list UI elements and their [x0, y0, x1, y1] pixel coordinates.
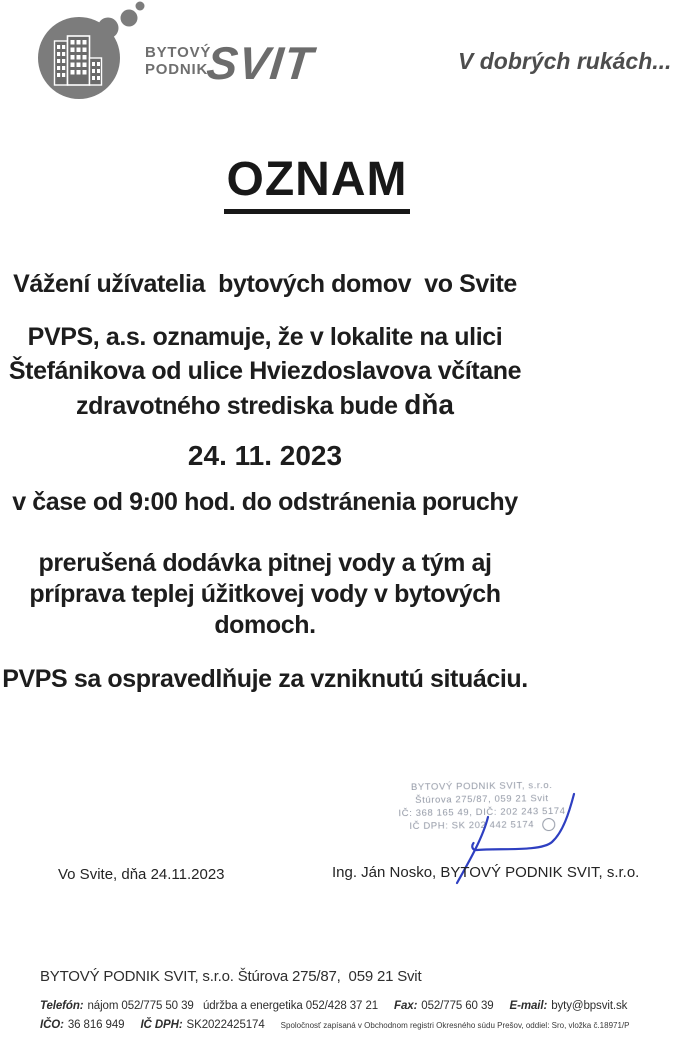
footer-email-label: E-mail: — [509, 1000, 548, 1012]
footer-icdph-label: IČ DPH: — [140, 1019, 183, 1031]
outage-date: 24. 11. 2023 — [187, 440, 343, 471]
footer-ico-value: 36 816 949 — [67, 1019, 125, 1031]
footer-icdph — [140, 1019, 264, 1031]
stamp-line: BYTOVÝ PODNIK SVIT, s.r.o. — [410, 780, 553, 793]
footer-phone — [40, 1000, 378, 1012]
logo-wordmark — [145, 44, 211, 78]
stamp-line: Štúrova 275/87, 059 21 Svit — [415, 793, 549, 806]
greeting-text: Vážení užívatelia bytových domov vo Svite — [13, 270, 517, 298]
notice-title: OZNAM — [224, 152, 411, 214]
footer-fax-value: 052/775 60 39 — [421, 1000, 494, 1012]
logo-brand-svit: SVIT — [204, 37, 316, 89]
footer-registration-row — [40, 1019, 690, 1031]
title-wrap — [0, 152, 634, 214]
footer-email-value: byty@bpsvit.sk — [551, 1000, 628, 1012]
stamp-line: IČ: 368 165 49, DIČ: 202 243 5174 — [398, 805, 566, 820]
signatory-text: Ing. Ján Nosko, BYTOVÝ PODNIK SVIT, s.r.o. — [332, 864, 640, 881]
interruption-text: prerušená dodávka pitnej vody a tým aj príprava teplej úžitkovej vody v bytových domoch. — [29, 549, 501, 639]
announcement-emphasis: dňa — [404, 389, 454, 420]
logo-word-bytovy: BYTOVÝ — [145, 44, 212, 61]
apology-text: PVPS sa ospravedlňuje za vzniknutú situáciu. — [2, 665, 528, 693]
footer-fax — [394, 1000, 494, 1012]
announcement-main-text: PVPS, a.s. oznamuje, že v lokalite na ulici Štefánikova od ulice Hviezdoslavova včítane zdravotného strediska bude — [8, 323, 522, 420]
footer-fax-label: Fax: — [394, 1000, 418, 1012]
logo-word-podnik: PODNIK — [145, 61, 209, 78]
footer-ico — [40, 1019, 124, 1031]
stamp-line: IČ DPH: SK 202 442 5174 — [409, 819, 535, 833]
footer-phone-value: nájom 052/775 50 39 údržba a energetika 052/428 37 21 — [87, 1000, 379, 1012]
footer-phone-label: Telefón: — [40, 1000, 84, 1012]
announcement-text — [0, 320, 530, 423]
footer-contact-row — [40, 1000, 690, 1012]
footer-registry-text: Spoločnosť zapísaná v Obchodnom registri Okresného súdu Prešov, oddiel: Sro, vložka č.18971/P — [280, 1020, 630, 1030]
footer-company-line: BYTOVÝ PODNIK SVIT, s.r.o. Štúrova 275/87, 059 21 Svit — [40, 968, 422, 985]
footer-ico-label: IČO: — [40, 1019, 64, 1031]
footer-email — [510, 1000, 628, 1012]
place-date-text: Vo Svite, dňa 24.11.2023 — [58, 866, 225, 883]
time-range-text: v čase od 9:00 hod. do odstránenia poruchy — [12, 488, 518, 516]
company-tagline: V dobrých rukách... — [458, 48, 672, 74]
footer-icdph-value: SK2022425174 — [186, 1019, 265, 1031]
